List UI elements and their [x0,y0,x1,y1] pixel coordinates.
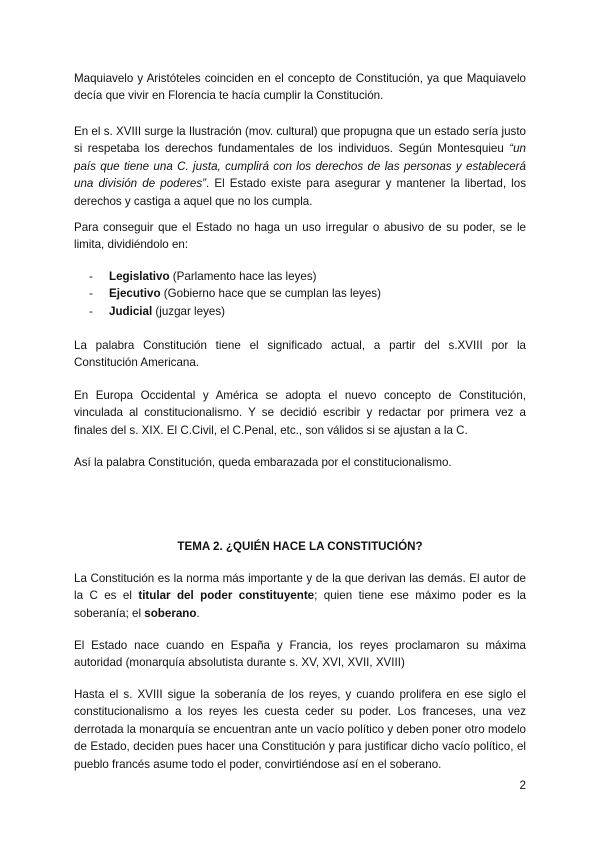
text-run: En el s. XVIII surge la Ilustración (mov. cultural) que propugna que un estado sería justo si respetaba los derechos fundamentales de los individuos. Según Montesquieu [74,125,526,156]
dash: - [89,270,93,283]
montesquieu-quote: “un país que tiene una C. justa, cumplirá con los derechos de las personas y establecerá una división de poderes” [74,142,526,191]
text-run: ; quien tiene ese máximo poder es la soberanía; el [74,589,526,620]
paragraph-significado: La palabra Constitución tiene el significado actual, a partir del s.XVIII por la Constitución Americana. [74,339,526,370]
paragraph-soberania: Hasta el s. XVIII sigue la soberanía de los reyes, y cuando prolifera en ese siglo el constitucionalismo a los reyes les cuesta ceder su poder. Los franceses, una vez derrotada la monarquía se encuentran ante un vacío político y deben poner otro modelo de Estado, deciden pues hacer una Constitución y para justificar dicho vacío político, el pueblo francés asume todo el poder, convirtiéndose así en el soberano. [74,688,526,771]
paragraph-estado: El Estado nace cuando en España y Francia, los reyes proclamaron su máxima autoridad (monarquía absolutista durante s. XV, XVI, XVII, XVIII) [74,639,526,670]
list-term: Ejecutivo [109,287,161,301]
page-number: 2 [519,779,526,792]
bold-term: soberano [144,606,197,620]
list-desc: (Gobierno hace que se cumplan las leyes) [160,287,381,301]
paragraph-europa: En Europa Occidental y América se adopta el nuevo concepto de Constitución, vinculada al constitucionalismo. Y se decidió escribir y redactar por primera vez a finales del s. XIX. El C.Civil, el C.Penal, etc., son válidos si se ajustan a la C. [74,389,526,437]
paragraph-maquiavelo: Maquiavelo y Aristóteles coinciden en el concepto de Constitución, ya que Maquiavelo decía que vivir en Florencia te hacía cumplir la Constitución. [74,72,526,103]
list-item [89,268,529,285]
list-item [89,285,529,302]
list-desc: (Parlamento hace las leyes) [169,270,317,283]
list-term: Judicial [109,304,153,318]
text-run: La Constitución es la norma más importante y de la que derivan las demás. El autor de la C es el [74,572,526,603]
list-desc: (juzgar leyes) [152,304,225,318]
list-item [89,303,529,320]
paragraph-ilustracion [74,123,526,210]
paragraph-norma [74,570,526,622]
dash: - [89,287,93,301]
paragraph-embarazada: Así la palabra Constitución, queda embarazada por el constitucionalismo. [74,456,452,469]
paragraph-division: Para conseguir que el Estado no haga un uso irregular o abusivo de su poder, se le limita, dividiéndolo en: [74,221,526,252]
section-heading: TEMA 2. ¿QUIÉN HACE LA CONSTITUCIÓN? [177,540,423,553]
powers-list [89,268,529,320]
dash: - [89,304,93,318]
list-term: Legislativo [109,270,170,283]
text-run: . [196,606,200,620]
bold-term: titular del poder constituyente [138,589,315,603]
text-run: . El Estado existe para asegurar y mantener la libertad, los derechos y castiga a aquel que no los cumpla. [74,177,526,208]
